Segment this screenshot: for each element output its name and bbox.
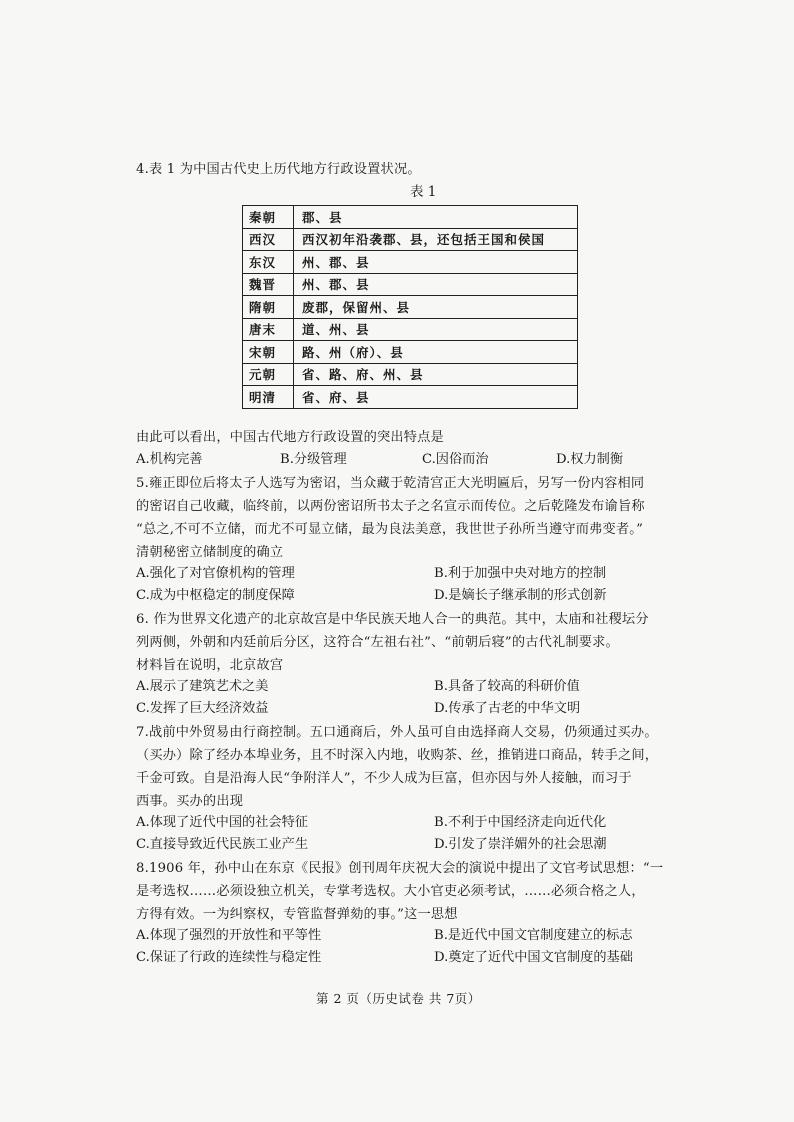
dynasty-cell: 隋朝 [243, 296, 294, 319]
system-cell: 省、府、县 [294, 386, 578, 409]
dynasty-cell: 西汉 [243, 228, 294, 251]
q4-stem: 4.表 1 为中国古代史上历代地方行政设置状况。 [136, 162, 421, 177]
q5-line: 清朝秘密立储制度的确立 [136, 545, 284, 560]
table-row [243, 273, 578, 296]
option-b: B.是近代中国文官制度建立的标志 [434, 928, 633, 943]
dynasty-cell: 唐末 [243, 318, 294, 341]
admin-table [242, 205, 578, 409]
dynasty-cell: 宋朝 [243, 341, 294, 364]
option-c: C.发挥了巨大经济效益 [136, 701, 269, 716]
option-a: A.体现了强烈的开放性和平等性 [136, 928, 322, 943]
option-c: C.因俗而治 [422, 452, 489, 467]
option-b: B.不利于中国经济走向近代化 [434, 815, 607, 830]
q5-line: “总之,不可不立储，而尤不可显立储，最为良法美意，我世世子孙所当遵守而弗变者。” [136, 522, 644, 537]
q6-line: 列两侧，外朝和内廷前后分区，这符合“左祖右社”、“前朝后寝”的古代礼制要求。 [136, 635, 619, 650]
option-d: D.权力制衡 [556, 452, 624, 467]
table-row [243, 296, 578, 319]
q8-line: 8.1906 年，孙中山在东京《民报》创刊周年庆祝大会的演说中提出了文官考试思想：“一 [136, 861, 664, 876]
option-a: A.展示了建筑艺术之美 [136, 679, 269, 694]
q5-line: 的密诏自己收藏，临终前，以两份密诏所书太子之名宣示而传位。之后乾隆发布谕旨称 [136, 499, 645, 514]
table-row [243, 228, 578, 251]
system-cell: 废郡，保留州、县 [294, 296, 578, 319]
option-c: C.保证了行政的连续性与稳定性 [136, 950, 322, 965]
dynasty-cell: 东汉 [243, 251, 294, 274]
q5-line: 5.雍正即位后将太子人选写为密诏，当众藏于乾清宫正大光明匾后，另写一份内容相同 [136, 476, 645, 491]
option-d: D.是嫡长子继承制的形式创新 [434, 588, 607, 603]
option-c: C.直接导致近代民族工业产生 [136, 837, 309, 852]
option-a: A.体现了近代中国的社会特征 [136, 815, 308, 830]
page-footer: 第 2 页（历史试卷 共 7页） [316, 991, 481, 1006]
q7-line: （买办）除了经办本埠业务，且不时深入内地，收购茶、丝，推销进口商品，转手之间， [136, 748, 659, 763]
system-cell: 省、路、府、州、县 [294, 363, 578, 386]
q8-line: 方得有效。一为纠察权，专管监督弹劾的事。”这一思想 [136, 907, 458, 922]
q4-question: 由此可以看出，中国古代地方行政设置的突出特点是 [136, 430, 444, 445]
q8-line: 是考选权……必须设独立机关，专掌考选权。大小官吏必须考试，……必须合格之人， [136, 884, 645, 899]
q7-line: 7.战前中外贸易由行商控制。五口通商后，外人虽可自由选择商人交易，仍须通过买办。 [136, 725, 658, 740]
option-c: C.成为中枢稳定的制度保障 [136, 588, 295, 603]
option-d: D.传承了古老的中华文明 [434, 701, 581, 716]
table-row [243, 386, 578, 409]
dynasty-cell: 元朝 [243, 363, 294, 386]
option-b: B.分级管理 [280, 452, 347, 467]
q6-line: 材料旨在说明，北京故宫 [136, 658, 284, 673]
option-d: D.奠定了近代中国文官制度的基础 [434, 950, 633, 965]
option-a: A.机构完善 [136, 452, 203, 467]
option-a: A.强化了对官僚机构的管理 [136, 566, 295, 581]
system-cell: 路、州（府）、县 [294, 341, 578, 364]
q7-line: 西事。买办的出现 [136, 794, 244, 809]
q7-line: 千金可致。自是沿海人民“争附洋人”，不少人成为巨富，但亦因与外人接触，而习于 [136, 771, 632, 786]
dynasty-cell: 秦朝 [243, 206, 294, 229]
option-b: B.具备了较高的科研价值 [434, 679, 580, 694]
system-cell: 道、州、县 [294, 318, 578, 341]
table-row [243, 251, 578, 274]
dynasty-cell: 明清 [243, 386, 294, 409]
table-row [243, 318, 578, 341]
q6-line: 6. 作为世界文化遗产的北京故宫是中华民族天地人合一的典范。其中，太庙和社稷坛分 [136, 612, 649, 627]
dynasty-cell: 魏晋 [243, 273, 294, 296]
system-cell: 郡、县 [294, 206, 578, 229]
system-cell: 州、郡、县 [294, 273, 578, 296]
option-b: B.利于加强中央对地方的控制 [434, 566, 607, 581]
system-cell: 州、郡、县 [294, 251, 578, 274]
option-d: D.引发了崇洋媚外的社会思潮 [434, 837, 607, 852]
table-row [243, 363, 578, 386]
table-title: 表 1 [410, 184, 437, 200]
system-cell: 西汉初年沿袭郡、县，还包括王国和侯国 [294, 228, 578, 251]
table-row [243, 341, 578, 364]
table-row [243, 206, 578, 229]
